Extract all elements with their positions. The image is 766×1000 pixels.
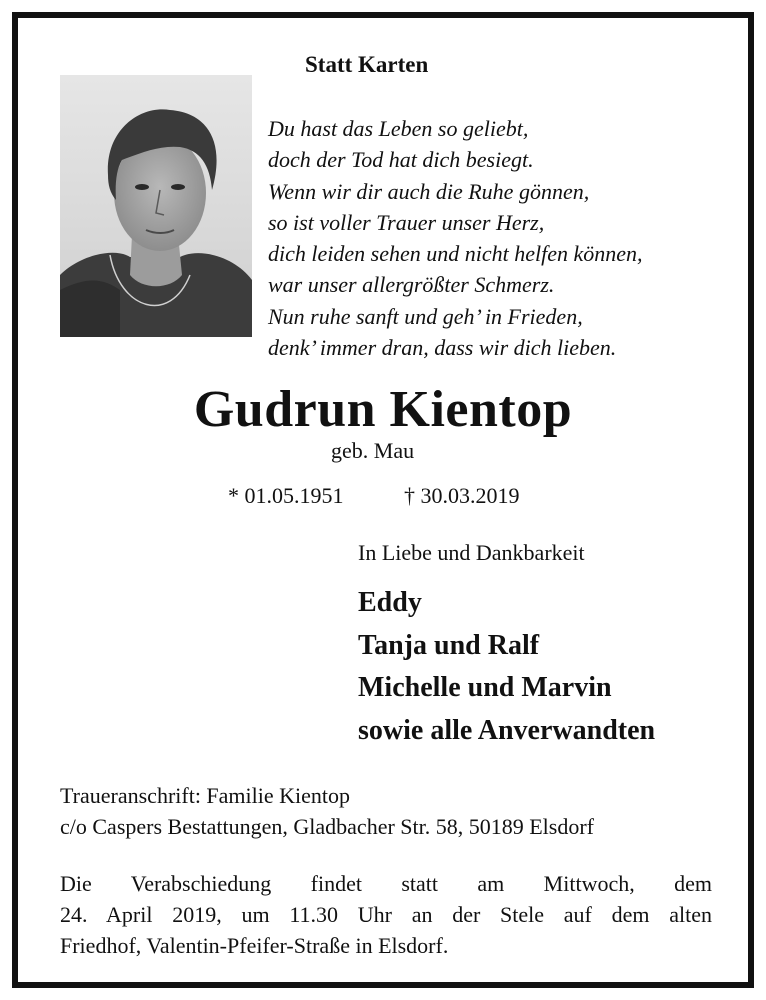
portrait-image <box>60 75 252 337</box>
address-line: Traueranschrift: Familie Kientop <box>60 783 351 808</box>
mourner-name: sowie alle Anverwandten <box>358 714 656 746</box>
deceased-name: Gudrun Kientop <box>193 381 573 438</box>
address-line: c/o Caspers Bestattungen, Gladbacher Str. 58, 50189 Elsdorf <box>60 814 595 839</box>
mourners-intro: In Liebe und Dankbarkeit <box>358 540 585 565</box>
poem-line: denk’ immer dran, dass wir dich lieben. <box>268 335 617 361</box>
service-line: 24. April 2019, um 11.30 Uhr an der Stele auf dem alten <box>60 902 712 927</box>
poem-line: so ist voller Trauer unser Herz, <box>268 209 545 235</box>
mourner-name: Tanja und Ralf <box>358 629 540 661</box>
poem-line: Du hast das Leben so geliebt, <box>268 116 529 141</box>
memorial-poem <box>268 113 643 363</box>
poem-line: doch der Tod hat dich besiegt. <box>268 147 534 173</box>
poem-line: Nun ruhe sanft und geh’ in Frieden, <box>268 303 583 329</box>
maiden-name: geb. Mau <box>331 438 415 463</box>
service-line: Friedhof, Valentin-Pfeifer-Straße in Elsdorf. <box>60 933 449 958</box>
statt-karten-title: Statt Karten <box>305 52 429 77</box>
poem-line: war unser allergrößter Schmerz. <box>268 272 555 298</box>
mourner-name: Michelle und Marvin <box>358 672 612 703</box>
service-notice <box>60 868 712 961</box>
mourning-address <box>60 780 594 842</box>
mourners-list <box>358 582 655 752</box>
poem-line: Wenn wir dir auch die Ruhe gönnen, <box>268 178 590 204</box>
birth-date: * 01.05.1951 <box>228 483 344 508</box>
service-line: Die Verabschiedung findet statt am Mittwoch, dem <box>60 871 712 896</box>
portrait-photo <box>60 75 252 337</box>
poem-line: dich leiden sehen und nicht helfen können, <box>268 241 643 267</box>
death-date: † 30.03.2019 <box>404 483 520 508</box>
mourner-name: Eddy <box>358 587 422 618</box>
